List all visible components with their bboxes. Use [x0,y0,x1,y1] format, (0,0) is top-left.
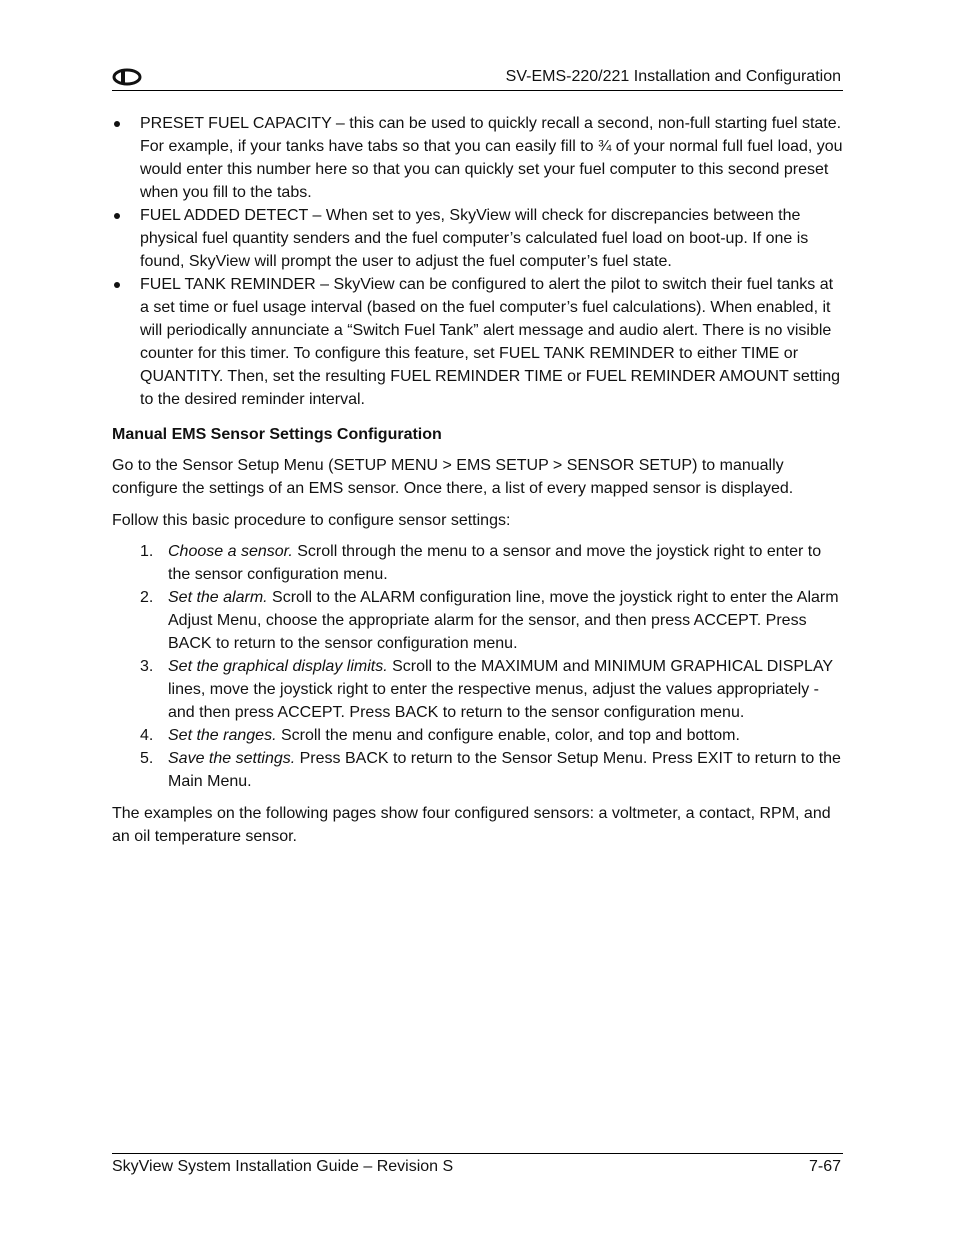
step-text: Scroll to the ALARM configuration line, move the joystick right to enter the Alarm Adjust Menu, choose the appropriate alarm for the sensor, and then press ACCEPT. Press BACK to return to the sensor configuration menu. [168,589,839,652]
dynon-logo-icon [112,68,142,86]
bullet-icon [114,213,120,219]
step-text: Scroll through the menu to a sensor and move the joystick right to enter to the sensor configuration menu. [168,543,822,583]
list-item [112,112,843,204]
step-number: 2. [140,589,154,606]
page-header [112,60,843,91]
footer-guide-title: SkyView System Installation Guide – Revision S [112,1158,454,1175]
bullet-icon [114,282,120,288]
step-number: 3. [140,658,154,675]
list-item-text: FUEL ADDED DETECT – When set to yes, SkyView will check for discrepancies between the physical fuel quantity senders and the fuel computer’s calculated fuel load on boot-up. If one is found, SkyView will prompt the user to adjust the fuel computer’s fuel state. [140,207,809,270]
step-number: 4. [140,727,154,744]
step-item [112,724,843,747]
step-item [112,586,843,655]
procedure-steps [112,540,843,793]
page-content [112,112,843,848]
step-title: Set the graphical display limits. [168,658,388,675]
page-number: 7-67 [808,1158,841,1175]
step-title: Set the alarm. [168,589,268,606]
step-title: Save the settings. [168,750,296,767]
header-title: SV-EMS-220/221 Installation and Configuration [505,68,841,85]
step-text: Press BACK to return to the Sensor Setup Menu. Press EXIT to return to the Main Menu. [168,750,841,790]
list-item-text: FUEL TANK REMINDER – SkyView can be configured to alert the pilot to switch their fuel tanks at a set time or fuel usage interval (based on the fuel computer’s fuel calculations). When enabled, it will periodically annunciate a “Switch Fuel Tank” alert message and audio alert. There is no visible counter for this timer. To configure this feature, set FUEL TANK REMINDER to either TIME or QUANTITY. Then, set the resulting FUEL REMINDER TIME or FUEL REMINDER AMOUNT setting to the desired reminder interval. [140,276,841,408]
page-footer [112,1153,843,1184]
step-title: Set the ranges. [168,727,277,744]
step-number: 5. [140,750,154,767]
section-heading: Manual EMS Sensor Settings Configuration [112,426,442,443]
list-item [112,273,843,411]
list-item-text: PRESET FUEL CAPACITY – this can be used to quickly recall a second, non-full starting fuel state. For example, if your tanks have tabs so that you can easily fill to ¾ of your normal full fuel load, you would enter this number here so that you can quickly set your fuel computer to this second preset when you fill to the tabs. [140,115,843,201]
step-text: Scroll to the MAXIMUM and MINIMUM GRAPHICAL DISPLAY lines, move the joystick right to enter the respective menus, adjust the values appropriately - and then press ACCEPT. Press BACK to return to the sensor configuration menu. [168,658,833,721]
step-item [112,540,843,586]
step-title: Choose a sensor. [168,543,293,560]
bullet-icon [114,121,120,127]
step-text: Scroll the menu and configure enable, color, and top and bottom. [276,727,740,744]
step-item [112,655,843,724]
step-item [112,747,843,793]
closing-paragraph: The examples on the following pages show four configured sensors: a voltmeter, a contact, RPM, and an oil temperature sensor. [112,805,831,845]
list-item [112,204,843,273]
procedure-intro: Follow this basic procedure to configure sensor settings: [112,512,511,529]
step-number: 1. [140,543,154,560]
fuel-settings-list [112,112,843,411]
section-intro: Go to the Sensor Setup Menu (SETUP MENU > EMS SETUP > SENSOR SETUP) to manually configure the settings of an EMS sensor. Once there, a list of every mapped sensor is displayed. [112,457,794,497]
